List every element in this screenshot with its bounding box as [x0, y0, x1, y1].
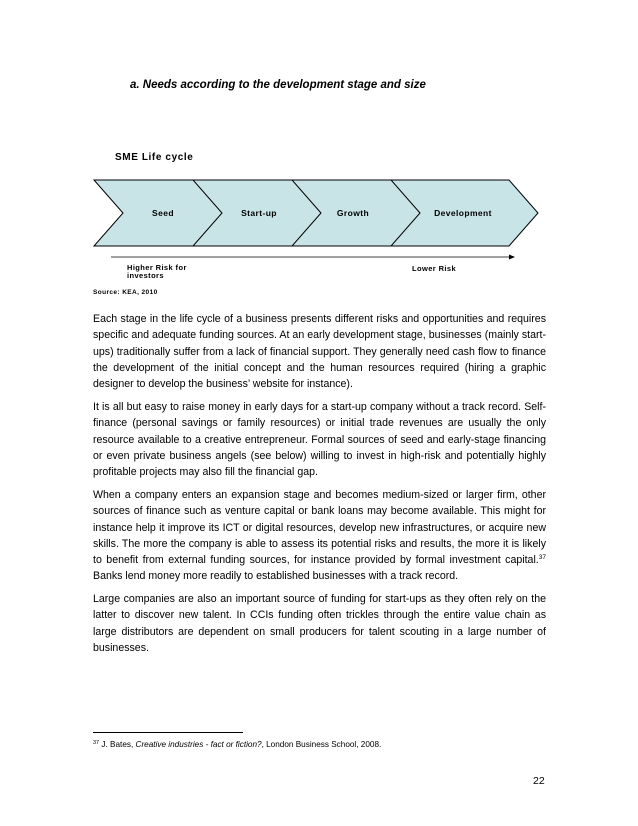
- sme-lifecycle-diagram: [0, 0, 638, 320]
- page-number: 22: [533, 775, 545, 787]
- footnote-reference[interactable]: 37: [538, 554, 546, 562]
- paragraph-3: [93, 487, 546, 585]
- lower-risk-label: Lower Risk: [412, 264, 457, 273]
- paragraph-3-text-end: Banks lend money more readily to established businesses with a track record.: [93, 570, 459, 583]
- stage-growth-label: Growth: [336, 208, 370, 218]
- section-heading: a. Needs according to the development stage and size: [130, 79, 426, 91]
- risk-axis-arrowhead: [509, 255, 515, 260]
- paragraph-1: Each stage in the life cycle of a business presents different risks and opportunities and requires specific and adequate funding sources. At an early development stage, businesses (mainly start-ups) traditionally suffer from a lack of financial support. They generally need cash flow to finance the development of the initial concept and the human resources required (hiring a graphic designer to develop the business’ website for instance).: [93, 313, 546, 391]
- footnote-title: Creative industries - fact or fiction?: [135, 740, 262, 749]
- higher-risk-label: Higher Risk for investors: [127, 263, 187, 280]
- footnote-separator: [93, 732, 243, 733]
- footnote-number: 37: [93, 740, 100, 746]
- diagram-title: SME Life cycle: [115, 152, 194, 163]
- footnote-publisher: , London Business School, 2008.: [261, 740, 382, 749]
- diagram-source: Source: KEA, 2010: [93, 289, 158, 296]
- paragraph-3-text: When a company enters an expansion stage and becomes medium-sized or larger firm, other sources of finance such as venture capital or bank loans may become available. This might for instance help it improve its ICT or digital resources, develop new infrastructures, or acquire new skills. The more the company is able to assess its potential risks and results, the more it is likely to benefit from external funding sources, for instance provided by formal investment capital.: [93, 489, 546, 567]
- footnote-author: J. Bates,: [99, 740, 136, 749]
- stage-seed-label: Seed: [152, 208, 174, 218]
- paragraph-4: Large companies are also an important source of funding for start-ups as they often rely on the latter to discover new talent. In CCIs funding often trickles through the entire value chain as large distributors are dependent on small producers for talent scouting in a large number of businesses.: [93, 593, 546, 654]
- footnote: [93, 740, 381, 749]
- stage-startup-label: Start-up: [241, 208, 277, 218]
- stage-development-label: Development: [434, 208, 492, 218]
- paragraph-2: It is all but easy to raise money in early days for a start-up company without a track record. Self-finance (personal savings or family resources) or initial trade revenues are usually the only resource available to a creative entrepreneur. Formal sources of seed and early-stage financing or even private business angels (see below) willing to invest in high-risk and potentially highly profitable projects may also fill the financial gap.: [93, 401, 546, 479]
